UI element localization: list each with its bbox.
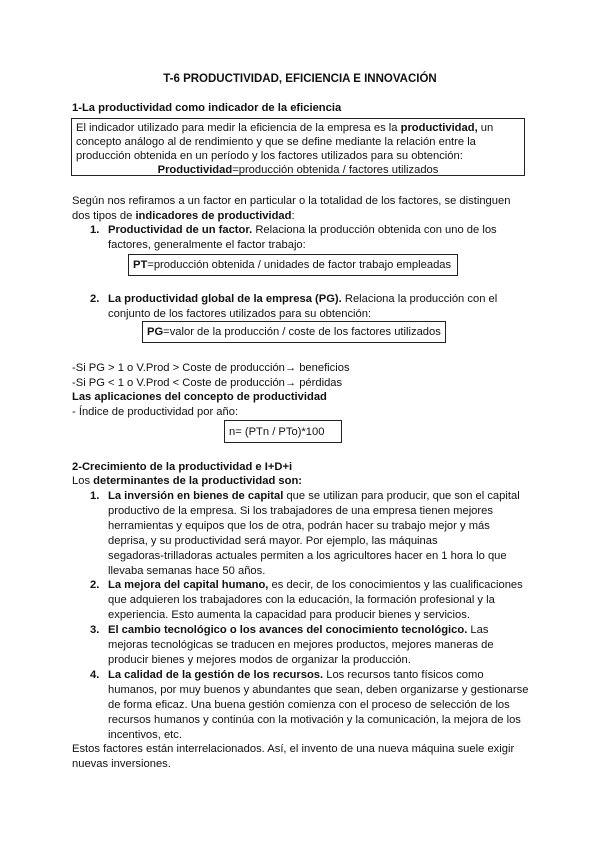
- determinant-4-line: de forma eficaz. Una buena gestión comienza con el proceso de selección de los: [108, 699, 510, 711]
- determinant-1-line: productivo de la empresa. Si los trabajadores de una empresa tienen mejores: [108, 505, 493, 517]
- item-1-line-1: Productividad de un factor. Relaciona la producción obtenida con uno de los: [108, 224, 497, 236]
- determinant-1-line: deprisa, y su productividad será mayor. Por ejemplo, las máquinas: [108, 535, 438, 547]
- determinant-2-line-1: La mejora del capital humano, es decir, de los conocimientos y las cualificaciones: [108, 579, 523, 591]
- closing-line-2: nuevas inversiones.: [72, 758, 171, 770]
- definition-line-3: producción obtenida en un período y los factores utilizados para su obtención:: [76, 150, 463, 162]
- determinant-3-line-1: El cambio tecnológico o los avances del conocimiento tecnológico. Las: [108, 624, 489, 636]
- determinant-4-line: incentivos, etc.: [108, 729, 182, 741]
- pt-formula-box: PT=producción obtenida / unidades de factor trabajo empleadas: [128, 254, 458, 276]
- determinant-2-line: que adquieren los trabajadores con la educación, la formación profesional y la: [108, 594, 495, 606]
- determinant-4-number: 4.: [90, 669, 100, 681]
- determinant-1-line: llevaba semanas hace 50 años.: [108, 565, 266, 577]
- pg-formula-box: PG=valor de la producción / coste de los factores utilizados: [142, 321, 446, 343]
- section-1-heading: 1-La productividad como indicador de la eficiencia: [72, 102, 342, 114]
- item-1-line-2: factores, generalmente el factor trabajo:: [108, 239, 306, 251]
- productivity-formula: Productividad=producción obtenida / factores utilizados: [157, 164, 439, 176]
- determinant-1-number: 1.: [90, 490, 100, 502]
- determinant-4-line-1: La calidad de la gestión de los recursos. Los recursos tanto físicos como: [108, 669, 484, 681]
- definition-line-1: El indicador utilizado para medir la eficiencia de la empresa es la productividad, un: [76, 122, 494, 134]
- item-2-line-1: La productividad global de la empresa (PG). Relaciona la producción con el: [108, 293, 498, 305]
- determinant-4-line: recursos humanos y continúa con la motivación y la comunicación, la mejora de los: [108, 714, 521, 726]
- determinant-1-line: herramientas y equipos que los de otra, podrán hacer su trabajo mejor y más: [108, 520, 490, 532]
- determinant-2-line: experiencia. Esto aumenta la capacidad para producir bienes y servicios.: [108, 609, 470, 621]
- item-1-number: 1.: [90, 224, 100, 236]
- determinant-1-line: segadoras-trilladoras actuales permiten a los agricultores hacer en 1 hora lo que: [108, 550, 507, 562]
- page-title: T-6 PRODUCTIVIDAD, EFICIENCIA E INNOVACIÓN: [163, 73, 437, 85]
- section-2-heading: 2-Crecimiento de la productividad e I+D+i: [72, 461, 293, 473]
- item-2-number: 2.: [90, 293, 100, 305]
- determinants-subheading: Los determinantes de la productividad son:: [72, 475, 303, 487]
- determinant-3-line: mejoras tecnológicas se traducen en mejores productos, mejores maneras de: [108, 639, 494, 651]
- index-formula-box: n= (PTn / PTo)*100: [224, 420, 342, 443]
- intro-line-1: Según nos refiramos a un factor en particular o la totalidad de los factores, se distinguen: [72, 195, 511, 207]
- determinant-3-line: producir bienes y mejores modos de organizar la producción.: [108, 654, 411, 666]
- applications-heading: Las aplicaciones del concepto de productividad: [72, 391, 327, 403]
- item-2-line-2: conjunto de los factores utilizados para su obtención:: [108, 308, 372, 320]
- applications-line-1: - Índice de productividad por año:: [72, 406, 239, 418]
- pg-losses: -Si PG < 1 o V.Prod < Coste de producción→ pérdidas: [72, 377, 343, 389]
- definition-line-2: concepto análogo al de rendimiento y que se define mediante la relación entre la: [76, 136, 476, 148]
- determinant-2-number: 2.: [90, 579, 100, 591]
- intro-line-2: dos tipos de indicadores de productividad:: [72, 210, 295, 222]
- determinant-3-number: 3.: [90, 624, 100, 636]
- definition-box: [71, 118, 525, 176]
- pg-benefits: -Si PG > 1 o V.Prod > Coste de producción→ beneficios: [72, 362, 350, 374]
- determinant-4-line: humanos, por muy buenos y abundantes que sean, deben organizarse y gestionarse: [108, 684, 529, 696]
- closing-line-1: Estos factores están interrelacionados. Así, el invento de una nueva máquina suele exigir: [72, 743, 515, 755]
- determinant-1-line-1: La inversión en bienes de capital que se utilizan para producir, que son el capital: [108, 490, 520, 502]
